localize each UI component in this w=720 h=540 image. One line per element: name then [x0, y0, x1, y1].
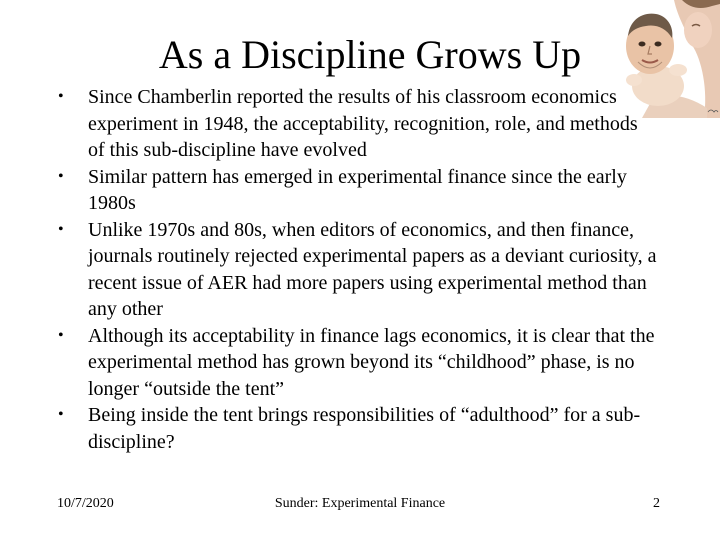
bullet-text: Similar pattern has emerged in experimental finance since the early 1980s	[88, 165, 627, 214]
bullet-item	[58, 164, 658, 217]
bullet-text: Although its acceptability in finance lags economics, it is clear that the experimental method has grown beyond its “childhood” phase, is no longer “outside the tent”	[88, 324, 655, 400]
bullet-text: Being inside the tent brings responsibilities of “adulthood” for a sub-discipline?	[88, 404, 641, 453]
bullet-item	[58, 323, 658, 403]
bullet-icon: •	[58, 406, 64, 423]
bullet-text: Since Chamberlin reported the results of his classroom economics experiment in 1948, the acceptability, recognition, role, and methods of this sub-discipline have evolved	[88, 86, 638, 161]
bullet-list	[58, 84, 658, 455]
bullet-item	[58, 402, 658, 455]
slide-title: As a Discipline Grows Up	[158, 32, 582, 77]
bullet-text: Unlike 1970s and 80s, when editors of economics, and then finance, journals routinely rejected experimental papers as a deviant curiosity, a recent issue of AER had more papers using experimental method than any other	[88, 218, 657, 320]
footer-title: Sunder: Experimental Finance	[274, 496, 446, 511]
footer-date: 10/7/2020	[57, 496, 114, 511]
bullet-icon: •	[58, 220, 64, 238]
bullet-icon: •	[58, 326, 64, 344]
bullet-item	[58, 84, 658, 164]
baby-photo-image	[612, 0, 720, 118]
bullet-icon: •	[58, 88, 64, 105]
page-number: 2	[653, 496, 660, 511]
bullet-icon: •	[58, 167, 64, 185]
bullet-item	[58, 217, 658, 323]
